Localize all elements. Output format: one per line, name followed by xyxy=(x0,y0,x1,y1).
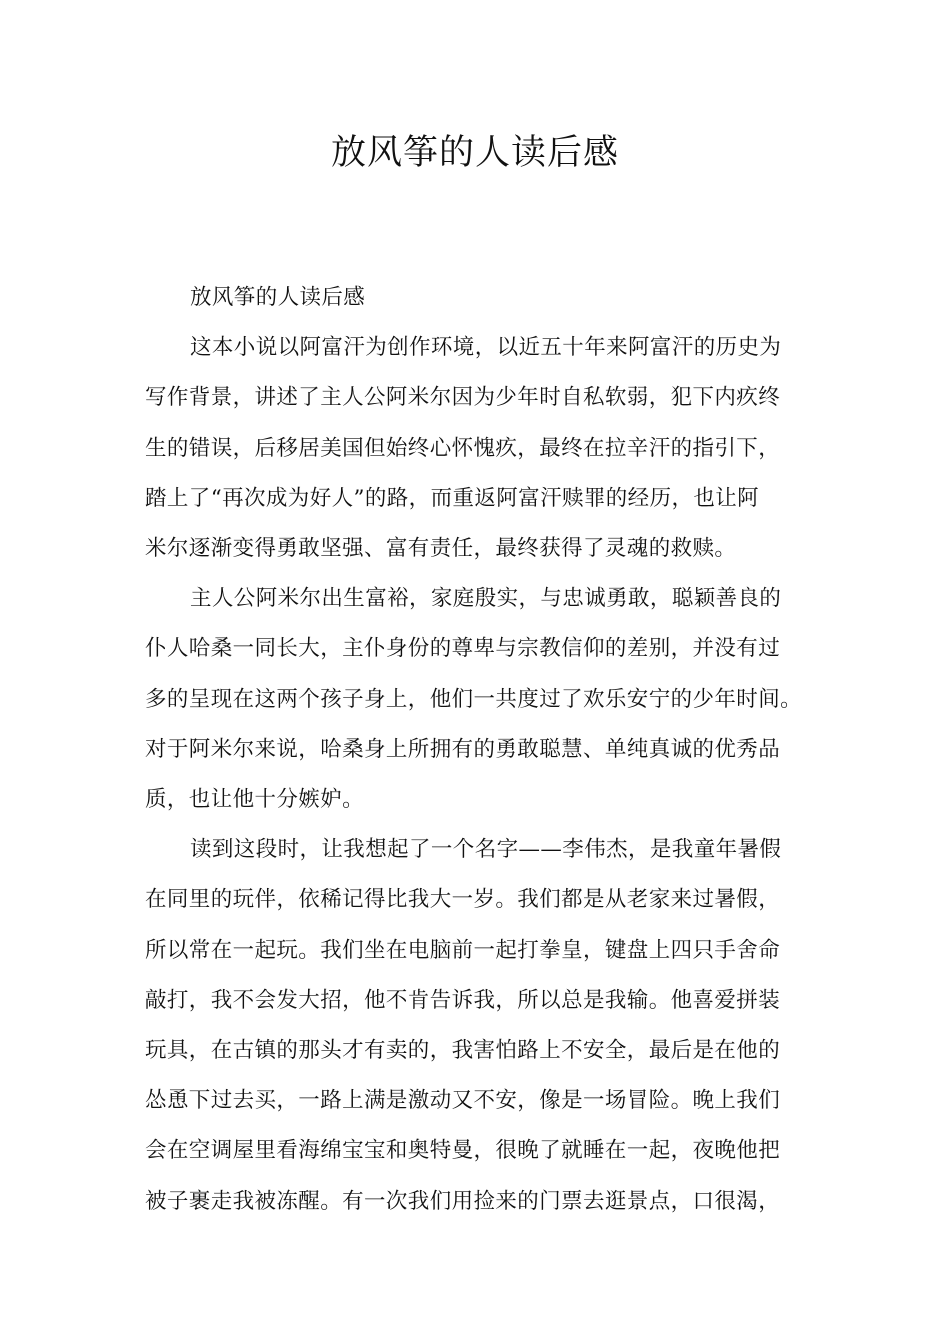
paragraph-line: 质，也让他十分嫉妒。 xyxy=(145,787,365,812)
paragraph-line: 玩具，在古镇的那头才有卖的，我害怕路上不安全，最后是在他的 xyxy=(145,1038,781,1063)
paragraph-line: 怂恿下过去买，一路上满是激动又不安，像是一场冒险。晚上我们 xyxy=(145,1088,781,1114)
paragraph-line: 所以常在一起玩。我们坐在电脑前一起打拳皇，键盘上四只手舍命 xyxy=(145,937,781,963)
paragraph-line: 在同里的玩伴，依稀记得比我大一岁。我们都是从老家来过暑假， xyxy=(145,887,781,913)
paragraph-line: 米尔逐渐变得勇敢坚强、富有责任，最终获得了灵魂的救赎。 xyxy=(145,536,737,561)
paragraph-line: 主人公阿米尔出生富裕，家庭殷实，与忠诚勇敢，聪颖善良的 xyxy=(190,586,782,612)
paragraph-line: 多的呈现在这两个孩子身上，他们一共度过了欢乐安宁的少年时间。 xyxy=(145,686,803,712)
paragraph-line: 生的错误，后移居美国但始终心怀愧疚，最终在拉辛汗的指引下， xyxy=(145,435,781,461)
paragraph-line: 会在空调屋里看海绵宝宝和奥特曼，很晚了就睡在一起，夜晚他把 xyxy=(145,1138,781,1164)
document-title: 放风筝的人读后感 xyxy=(330,133,619,173)
paragraph-line: 仆人哈桑一同长大，主仆身份的尊卑与宗教信仰的差别，并没有过 xyxy=(145,636,781,662)
paragraph-line: 被子裹走我被冻醒。有一次我们用捡来的门票去逛景点，口很渴， xyxy=(145,1188,781,1214)
paragraph-line: 敲打，我不会发大招，他不肯告诉我，所以总是我输。他喜爱拼装 xyxy=(145,987,781,1013)
paragraph-line: 放风筝的人读后感 xyxy=(190,285,366,310)
paragraph-line: 对于阿米尔来说，哈桑身上所拥有的勇敢聪慧、单纯真诚的优秀品 xyxy=(145,736,781,762)
paragraph-line: 踏上了“再次成为好人”的路，而重返阿富汗赎罪的经历，也让阿 xyxy=(145,485,760,511)
paragraph-line: 这本小说以阿富汗为创作环境，以近五十年来阿富汗的历史为 xyxy=(190,335,782,361)
paragraph-line: 读到这段时，让我想起了一个名字——李伟杰，是我童年暑假 xyxy=(190,837,782,863)
paragraph-line: 写作背景，讲述了主人公阿米尔因为少年时自私软弱，犯下内疚终 xyxy=(145,385,781,411)
